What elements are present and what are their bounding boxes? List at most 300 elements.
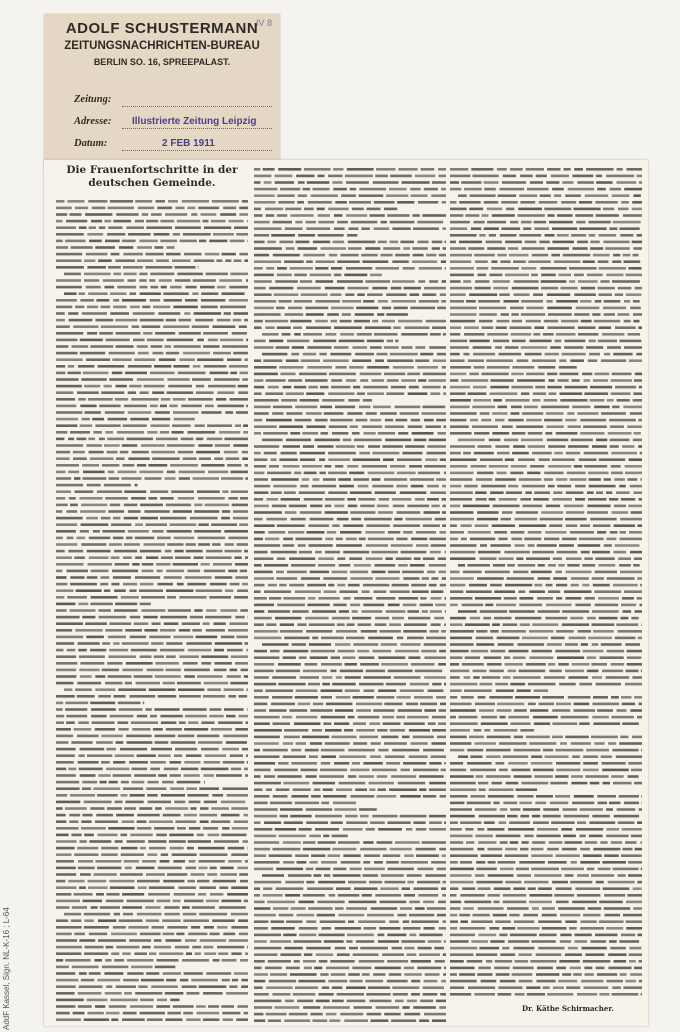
text-line-stroke [107, 662, 122, 665]
text-line-stroke [179, 655, 199, 658]
text-line-stroke [533, 333, 540, 336]
text-line-stroke [105, 497, 128, 500]
text-line-stroke [580, 524, 590, 527]
text-line-stroke [141, 444, 165, 447]
text-line-stroke [198, 266, 199, 269]
text-line-stroke [164, 768, 178, 771]
text-line-stroke [450, 683, 477, 686]
text-line-stroke [309, 835, 321, 838]
text-line-stroke [165, 1018, 182, 1021]
text-line-stroke [254, 617, 272, 620]
text-line-stroke [254, 689, 263, 692]
text-line-stroke [277, 274, 292, 277]
text-line-stroke [121, 596, 139, 599]
text-line-stroke [87, 444, 102, 447]
text-line-stroke [56, 207, 72, 210]
text-line-stroke [450, 432, 472, 435]
text-line-stroke [327, 313, 339, 316]
text-line-stroke [79, 939, 95, 942]
text-line-stroke [254, 406, 271, 409]
text-line-stroke [526, 986, 540, 989]
text-line-stroke [637, 881, 642, 884]
text-line-stroke [307, 366, 332, 369]
text-line-stroke [587, 868, 595, 871]
text-line-stroke [160, 860, 170, 863]
text-line-stroke [459, 201, 481, 204]
text-line-stroke [291, 762, 317, 765]
text-line-stroke [184, 972, 203, 975]
text-line-stroke [450, 538, 458, 541]
text-line-stroke [395, 419, 407, 422]
text-line-stroke [104, 220, 111, 223]
text-line-stroke [476, 881, 502, 884]
text-line-stroke [166, 570, 184, 573]
text-line-stroke [84, 952, 108, 955]
text-line-stroke [165, 807, 188, 810]
text-line-stroke [167, 873, 187, 876]
text-line-stroke [539, 201, 558, 204]
text-line-stroke [130, 292, 137, 295]
text-line-stroke [137, 827, 152, 830]
text-line-stroke [502, 181, 526, 184]
text-line-stroke [172, 853, 197, 856]
text-line-stroke [166, 319, 177, 322]
text-line-stroke [56, 814, 66, 817]
text-line-stroke [363, 861, 370, 864]
text-line-stroke [254, 254, 269, 257]
text-line-stroke [362, 590, 370, 593]
text-line-stroke [90, 807, 104, 810]
text-line-stroke [441, 630, 446, 633]
text-line-stroke [245, 952, 248, 955]
text-line-stroke [612, 260, 621, 263]
text-line-stroke [282, 333, 291, 336]
text-line-stroke [142, 563, 154, 566]
text-line-stroke [538, 366, 555, 369]
text-line-stroke [89, 840, 111, 843]
text-line-stroke [108, 207, 134, 210]
column-3-text-lines [448, 164, 644, 998]
text-line-stroke [364, 518, 392, 521]
text-line-stroke [504, 439, 518, 442]
text-line-stroke [621, 498, 635, 501]
text-line-stroke [571, 742, 591, 745]
text-line-stroke [581, 320, 592, 323]
text-line-stroke [410, 188, 420, 191]
text-line-stroke [628, 478, 638, 481]
text-line-stroke [213, 233, 234, 236]
text-line-stroke [531, 571, 552, 574]
text-line-stroke [373, 650, 392, 653]
text-line-stroke [73, 325, 98, 328]
text-line-stroke [334, 214, 343, 217]
text-line-stroke [56, 358, 83, 361]
text-line-stroke [450, 914, 457, 917]
text-line-stroke [606, 828, 619, 831]
text-line-stroke [188, 840, 211, 843]
text-line-stroke [140, 603, 151, 606]
text-line-stroke [569, 927, 577, 930]
text-line-stroke [409, 755, 428, 758]
text-line-stroke [299, 927, 318, 930]
text-line-stroke [588, 637, 612, 640]
text-line-stroke [114, 589, 126, 592]
text-line-stroke [587, 274, 603, 277]
text-line-stroke [572, 755, 580, 758]
text-line-stroke [174, 801, 185, 804]
text-line-stroke [559, 359, 566, 362]
text-line-stroke [79, 754, 85, 757]
text-line-stroke [596, 214, 619, 217]
text-line-stroke [254, 821, 260, 824]
text-line-stroke [254, 531, 265, 534]
text-line-stroke [161, 794, 185, 797]
text-line-stroke [613, 584, 638, 587]
text-line-stroke [194, 259, 215, 262]
text-line-stroke [521, 392, 529, 395]
text-line-stroke [56, 728, 71, 731]
text-line-stroke [191, 926, 200, 929]
text-line-stroke [349, 901, 377, 904]
text-line-stroke [300, 511, 322, 514]
text-line-stroke [477, 973, 492, 976]
text-line-stroke [375, 175, 388, 178]
text-line-stroke [621, 854, 642, 857]
text-line-stroke [272, 696, 292, 699]
text-line-stroke [264, 775, 275, 778]
text-line-stroke [77, 695, 95, 698]
text-line-stroke [297, 201, 304, 204]
text-line-stroke [108, 226, 122, 229]
text-line-stroke [299, 551, 312, 554]
text-line-stroke [175, 556, 191, 559]
text-line-stroke [580, 300, 592, 303]
text-line-stroke [404, 947, 414, 950]
text-line-stroke [194, 504, 202, 507]
text-line-stroke [254, 953, 278, 956]
text-line-stroke [533, 293, 543, 296]
text-line-stroke [578, 544, 601, 547]
text-line-stroke [375, 359, 384, 362]
text-line-stroke [330, 419, 353, 422]
text-line-stroke [266, 498, 278, 501]
text-line-stroke [198, 497, 225, 500]
text-line-stroke [432, 247, 440, 250]
text-line-stroke [150, 286, 158, 289]
text-line-stroke [263, 887, 272, 890]
text-line-stroke [254, 247, 282, 250]
text-line-stroke [135, 484, 138, 487]
text-line-stroke [234, 596, 248, 599]
text-line-stroke [332, 848, 356, 851]
text-line-stroke [567, 412, 574, 415]
text-line-stroke [56, 867, 76, 870]
text-line-stroke [276, 577, 297, 580]
text-line-stroke [313, 340, 336, 343]
text-line-stroke [56, 259, 82, 262]
text-line-stroke [321, 696, 332, 699]
text-line-stroke [585, 194, 608, 197]
text-line-stroke [424, 188, 438, 191]
text-line-stroke [285, 208, 301, 211]
text-line-stroke [313, 782, 336, 785]
text-line-stroke [378, 940, 399, 943]
text-line-stroke [450, 716, 456, 719]
text-line-stroke [450, 986, 464, 989]
text-line-stroke [129, 385, 142, 388]
text-line-stroke [292, 643, 306, 646]
text-line-stroke [154, 939, 162, 942]
text-line-stroke [611, 379, 632, 382]
text-line-stroke [395, 406, 421, 409]
text-line-stroke [368, 637, 393, 640]
text-line-stroke [373, 590, 386, 593]
text-line-stroke [184, 253, 202, 256]
text-line-stroke [56, 979, 78, 982]
text-line-stroke [481, 419, 491, 422]
text-line-stroke [335, 907, 344, 910]
text-line-stroke [227, 794, 249, 797]
text-line-stroke [496, 973, 510, 976]
text-line-stroke [328, 208, 349, 211]
text-line-stroke [629, 953, 642, 956]
text-line-stroke [425, 874, 446, 877]
text-line-stroke [589, 234, 596, 237]
text-line-stroke [431, 861, 446, 864]
text-line-stroke [588, 472, 609, 475]
text-line-stroke [124, 273, 137, 276]
text-line-stroke [254, 722, 270, 725]
text-line-stroke [363, 584, 389, 587]
text-line-stroke [377, 505, 389, 508]
text-line-stroke [355, 419, 367, 422]
text-line-stroke [359, 194, 384, 197]
text-line-stroke [324, 412, 344, 415]
text-line-stroke [608, 881, 635, 884]
text-line-stroke [450, 868, 474, 871]
text-line-stroke [450, 973, 457, 976]
text-line-stroke [339, 782, 366, 785]
text-line-stroke [509, 610, 534, 613]
text-line-stroke [128, 926, 148, 929]
text-line-stroke [228, 860, 241, 863]
text-line-stroke [89, 556, 109, 559]
text-line-stroke [179, 596, 206, 599]
text-line-stroke [403, 762, 426, 765]
text-line-stroke [504, 300, 519, 303]
text-line-stroke [204, 801, 217, 804]
text-line-stroke [395, 650, 419, 653]
text-line-stroke [432, 326, 446, 329]
text-line-stroke [56, 583, 67, 586]
text-line-stroke [56, 853, 72, 856]
text-line-stroke [254, 412, 269, 415]
text-line-stroke [374, 201, 395, 204]
text-line-stroke [503, 676, 511, 679]
text-line-stroke [624, 260, 641, 263]
text-line-stroke [299, 934, 316, 937]
text-line-stroke [611, 716, 634, 719]
text-line-stroke [565, 194, 581, 197]
text-line-stroke [233, 517, 248, 520]
text-line-stroke [228, 570, 237, 573]
text-line-stroke [429, 762, 441, 765]
text-line-stroke [56, 471, 66, 474]
text-line-stroke [230, 669, 238, 672]
text-line-stroke [116, 457, 125, 460]
text-line-stroke [634, 782, 642, 785]
text-line-stroke [466, 300, 476, 303]
text-line-stroke [346, 637, 365, 640]
text-line-stroke [77, 391, 99, 394]
text-line-stroke [490, 584, 502, 587]
text-line-stroke [122, 444, 138, 447]
text-line-stroke [420, 604, 434, 607]
text-line-stroke [450, 214, 463, 217]
text-line-stroke [471, 920, 493, 923]
text-line-stroke [163, 972, 181, 975]
text-line-stroke [371, 907, 397, 910]
text-line-stroke [398, 564, 408, 567]
text-line-stroke [438, 901, 446, 904]
text-line-stroke [68, 550, 83, 553]
text-line-stroke [56, 391, 73, 394]
text-line-stroke [348, 247, 362, 250]
text-line-stroke [432, 742, 447, 745]
text-line-stroke [193, 365, 201, 368]
text-line-stroke [283, 841, 301, 844]
text-line-stroke [514, 280, 539, 283]
text-line-stroke [270, 802, 292, 805]
text-line-stroke [178, 451, 194, 454]
text-line-stroke [254, 188, 278, 191]
text-line-stroke [78, 365, 95, 368]
text-line-stroke [475, 597, 501, 600]
text-line-stroke [148, 497, 157, 500]
text-line-stroke [110, 715, 134, 718]
text-line-stroke [602, 861, 626, 864]
text-line-stroke [641, 795, 642, 798]
text-line-stroke [56, 807, 63, 810]
text-line-stroke [315, 828, 339, 831]
text-line-stroke [475, 808, 497, 811]
text-line-stroke [551, 175, 569, 178]
text-line-stroke [64, 913, 81, 916]
text-line-stroke [565, 736, 589, 739]
text-line-stroke [266, 788, 272, 791]
text-line-stroke [431, 590, 444, 593]
text-line-stroke [367, 340, 384, 343]
text-line-stroke [575, 934, 592, 937]
text-line-stroke [440, 584, 446, 587]
text-line-stroke [56, 438, 64, 441]
text-line-stroke [469, 208, 483, 211]
text-line-stroke [499, 716, 505, 719]
text-line-stroke [499, 821, 507, 824]
text-line-stroke [303, 1006, 320, 1009]
text-line-stroke [56, 266, 84, 269]
text-line-stroke [56, 398, 75, 401]
text-line-stroke [254, 881, 281, 884]
text-line-stroke [262, 643, 289, 646]
text-line-stroke [280, 815, 289, 818]
text-line-stroke [594, 406, 610, 409]
text-line-stroke [89, 972, 101, 975]
text-line-stroke [515, 696, 540, 699]
text-line-stroke [571, 234, 586, 237]
text-line-stroke [629, 960, 636, 963]
text-line-stroke [632, 736, 642, 739]
text-line-stroke [66, 715, 87, 718]
text-line-stroke [487, 848, 502, 851]
text-line-stroke [336, 630, 357, 633]
text-line-stroke [232, 979, 238, 982]
text-line-stroke [558, 980, 577, 983]
text-line-stroke [481, 854, 503, 857]
text-line-stroke [154, 708, 179, 711]
text-line-stroke [624, 346, 642, 349]
text-line-stroke [124, 504, 138, 507]
text-line-stroke [438, 663, 446, 666]
text-line-stroke [337, 623, 345, 626]
text-line-stroke [254, 808, 278, 811]
text-line-stroke [369, 1000, 391, 1003]
text-line-stroke [543, 808, 559, 811]
text-line-stroke [127, 972, 143, 975]
text-line-stroke [606, 980, 623, 983]
text-line-stroke [505, 274, 529, 277]
text-line-stroke [638, 637, 642, 640]
text-line-stroke [522, 247, 545, 250]
text-line-stroke [381, 663, 408, 666]
text-line-stroke [560, 742, 567, 745]
text-line-stroke [207, 424, 232, 427]
text-line-stroke [317, 208, 325, 211]
text-line-stroke [244, 814, 249, 817]
text-line-stroke [444, 683, 446, 686]
text-line-stroke [291, 907, 306, 910]
text-line-stroke [477, 828, 484, 831]
text-line-stroke [419, 267, 442, 270]
text-line-stroke [56, 754, 75, 757]
text-line-stroke [285, 313, 304, 316]
text-line-stroke [333, 188, 347, 191]
text-line-stroke [388, 571, 400, 574]
text-line-stroke [444, 472, 446, 475]
text-line-stroke [450, 491, 473, 494]
text-line-stroke [409, 729, 430, 732]
text-line-stroke [56, 781, 79, 784]
text-line-stroke [254, 287, 266, 290]
text-line-stroke [56, 801, 80, 804]
text-line-stroke [170, 774, 181, 777]
text-line-stroke [597, 973, 617, 976]
text-line-stroke [291, 518, 306, 521]
text-line-stroke [473, 353, 495, 356]
text-line-stroke [489, 696, 513, 699]
text-line-stroke [234, 312, 249, 315]
text-line-stroke [595, 373, 610, 376]
text-line-stroke [547, 307, 572, 310]
column-2-text-lines [252, 164, 448, 1022]
text-line-stroke [151, 345, 163, 348]
text-line-stroke [415, 498, 425, 501]
text-line-stroke [101, 306, 111, 309]
text-line-stroke [285, 511, 297, 514]
text-line-stroke [463, 353, 469, 356]
text-line-stroke [476, 498, 487, 501]
text-line-stroke [429, 828, 446, 831]
